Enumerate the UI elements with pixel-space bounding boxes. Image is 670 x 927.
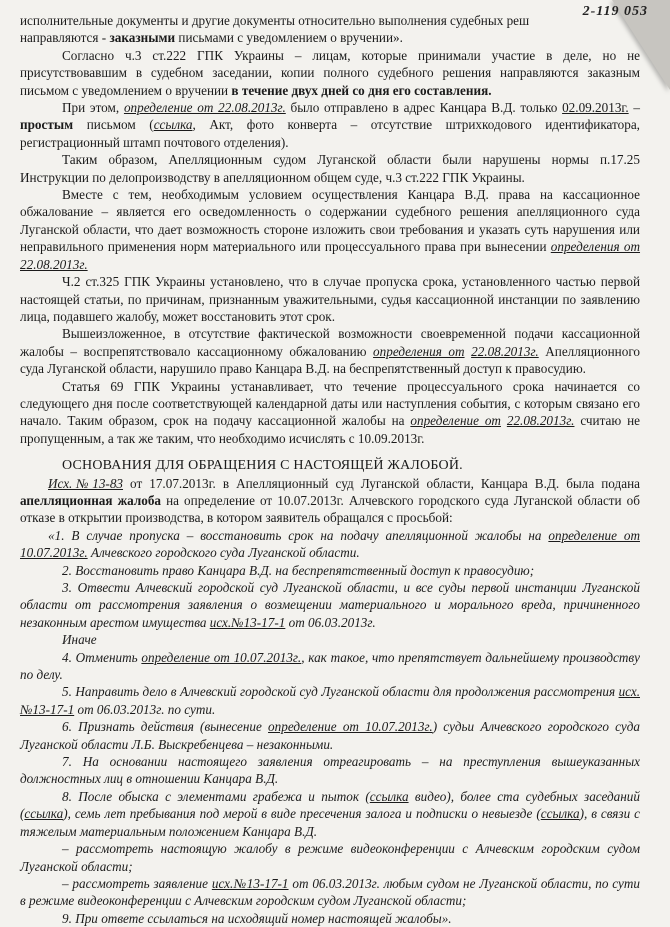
request-item-1: [20, 527, 640, 562]
ruling-link[interactable]: определение от 10.07.2013г.: [268, 719, 433, 735]
request-else: Иначе: [62, 632, 97, 648]
text-fragment: направляются -: [20, 30, 110, 46]
request-item-2: 2. Восстановить право Канцара В.Д. на беспрепятственный доступ к правосудию;: [62, 562, 535, 578]
paragraph-appeal: [20, 475, 640, 527]
text-fragment: –: [628, 100, 640, 116]
request-item-8-other-court: [20, 875, 640, 910]
text-fragment: было отправлено в адрес Канцара В.Д. только: [285, 100, 563, 116]
outgoing-number-link[interactable]: Исх.№13-83: [48, 475, 124, 491]
text-fragment: считаю не пропущенным, а так же таким, что необходимо исчислять с 10.09.2013г.: [20, 413, 641, 446]
paragraph-delivery-rules: [20, 12, 640, 47]
text-fragment: на определение от 10.07.2013г. Алчевского городского суда Луганской области об отказе в открытии производства, в котором заявитель обращался с просьбой:: [20, 492, 640, 526]
paragraph-violation: Таким образом, Апелляционным судом Луганской области были нарушены нормы п.17.25 Инструкции по делопроизводству в апелляционном общем суде, ч.3 ст.222 ГПК Украины.: [20, 152, 640, 185]
underlined-date: 02.09.2013г.: [562, 100, 629, 116]
text-fragment: ) судьи Алчевского городского суда Луганской области Л.Б. Выскребенцева – незаконными.: [20, 719, 640, 752]
text-fragment: Статья 69 ГПК Украины устанавливает, что течение процессуального срока начинается со следующего дня после соответствующей календарной даты или наступления события, с которым связано его начало. Таким образом, срок на подачу кассационной жалобы на: [20, 378, 640, 429]
text-fragment: от 06.03.2013г.: [285, 614, 376, 630]
request-item-8: [20, 788, 640, 840]
text-fragment: от 06.03.2013г. любым судом не Луганской области, по сути в режиме видеоконференции с Алчевским городским судом Луганской области;: [20, 875, 640, 909]
hearings-link[interactable]: ссылка: [24, 806, 64, 822]
text-fragment: Апелляционного суда Луганской области, нарушило право Канцара В.Д. на беспрепятственный доступ к правосудию.: [20, 343, 640, 377]
text-fragment: Вместе с тем, необходимым условием осуществления Канцара В.Д. права на кассационное обжалование – является его осведомленность о содержании судебного решения апелляционного суда Луганской области, что дает возможность стороне изложить свои требования и указать суть нарушения или неправильного применения норм материального или процессуального права при вынесении: [20, 187, 640, 255]
ruling-link[interactable]: определение от 10.07.2013г.: [20, 527, 640, 561]
request-item-6: [20, 718, 640, 753]
paragraph-art222: [20, 47, 640, 99]
text-fragment: ), семь лет пребывания под мерой в виде пресечения залога и подписки о невыезде (: [63, 806, 541, 822]
requests-list: [20, 527, 640, 927]
text-fragment: При этом,: [62, 100, 124, 116]
ruling-link-date[interactable]: 22.08.2013г.: [471, 343, 539, 359]
bold-text: заказными: [109, 30, 176, 46]
text-fragment: Вышеизложенное, в отсутствие фактической возможности своевременной подачи кассационной жалобы – воспрепятствовало кассационному обжалованию: [20, 326, 640, 359]
bold-text: апелляционная жалоба: [20, 492, 162, 508]
text-fragment: «1. В случае пропуска – восстановить срок на подачу апелляционной жалобы на: [48, 527, 549, 543]
request-item-8-videoconference: – рассмотреть настоящую жалобу в режиме видеоконференции с Алчевским городским судом Луганской области;: [20, 841, 640, 874]
bold-text: простым: [20, 117, 74, 133]
request-item-3: [20, 579, 640, 631]
section-heading: ОСНОВАНИЯ ДЛЯ ОБРАЩЕНИЯ С НАСТОЯЩЕЙ ЖАЛОБОЙ.: [62, 458, 463, 474]
paragraph-obstruction: [20, 325, 640, 377]
request-item-4: [20, 649, 640, 684]
paragraph-art69: [20, 378, 640, 448]
text-fragment: 6. Признать действия (вынесение: [62, 719, 269, 735]
request-item-5: [20, 683, 640, 718]
video-link[interactable]: ссылка: [369, 788, 409, 804]
text-fragment: ), в связи с тяжелым материальным положением Канцара В.Д.: [20, 806, 640, 839]
text-fragment: исполнительные документы и другие документы относительно выполнения судебных реш: [20, 13, 530, 28]
case-number-link[interactable]: исх.№13-17-1: [211, 875, 289, 891]
text-fragment: 4. Отменить: [62, 649, 142, 665]
request-item-9: 9. При ответе ссылаться на исходящий номер настоящей жалобы».: [62, 910, 452, 926]
bail-link[interactable]: ссылка: [540, 806, 580, 822]
case-number-link[interactable]: исх.№13-17-1: [209, 614, 286, 630]
request-item-7: 7. На основании настоящего заявления отреагировать – на преступления вышеуказанных должностных лиц в отношении Канцара В.Д.: [20, 754, 640, 787]
text-fragment: , Акт, фото конверта – отсутствие штрихкодового идентификатора, регистрационный штамп почтового отделения).: [20, 117, 640, 150]
paragraph-sent-letter: [20, 99, 640, 151]
text-fragment: – рассмотреть заявление: [62, 875, 212, 891]
spacer: [20, 447, 640, 455]
reference-link[interactable]: ссылка: [153, 117, 193, 133]
text-fragment: Согласно ч.3 ст.222 ГПК Украины – лицам, которые принимали участие в деле, но не присутствовавшим в судебном заседании, копии полного судебного решения направляются заказным письмом с уведомлением о вручении: [20, 47, 640, 98]
bold-text: в течение двух дней со дня его составления.: [231, 82, 492, 98]
ruling-link[interactable]: определения от 22.08.2013г.: [20, 239, 641, 272]
text-fragment: письмом (: [73, 117, 154, 133]
case-number-link[interactable]: исх.№13-17-1: [20, 684, 640, 717]
ruling-link[interactable]: определение от: [410, 413, 501, 429]
text-fragment: видео), более ста судебных заседаний (: [20, 788, 640, 822]
text-fragment: 8. После обыска с элементами грабежа и пыток (: [62, 788, 370, 804]
paragraph-cassation-condition: [20, 186, 640, 273]
ruling-link-date[interactable]: 22.08.2013г.: [506, 413, 575, 429]
text-fragment: 5. Направить дело в Алчевский городской суд Луганской области для продолжения рассмотрения: [62, 684, 619, 700]
ruling-link[interactable]: определения от: [373, 343, 465, 359]
text-fragment: от 17.07.2013г. в Апелляционный суд Луганской области, Канцара В.Д. была подана: [123, 475, 640, 491]
ruling-link[interactable]: определение от 10.07.2013г.: [141, 649, 302, 665]
paragraph-art325: Ч.2 ст.325 ГПК Украины установлено, что в случае пропуска срока, установленного частью первой настоящей статьи, по причинам, признанным уважительными, судья кассационной инстанции по заявлению лица, подавшего жалобу, может восстановить этот срок.: [20, 274, 640, 324]
ruling-link[interactable]: определение от 22.08.2013г.: [123, 100, 286, 116]
text-fragment: Алчевского городского суда Луганской области.: [87, 545, 360, 561]
text-fragment: , как такое, что препятствует дальнейшему производству по делу.: [20, 649, 640, 683]
document-number-stamp: 2-119 053: [582, 4, 648, 19]
text-fragment: от 06.03.2013г. по сути.: [74, 701, 216, 717]
text-fragment: письмами с уведомлением о вручении».: [175, 30, 403, 46]
text-fragment: 3. Отвести Алчевский городской суд Луганской области, и все суды первой инстанции Луганской области от рассмотрения заявления о возмещении материального и морального вреда, причиненного незаконным арестом имущества: [20, 580, 640, 630]
